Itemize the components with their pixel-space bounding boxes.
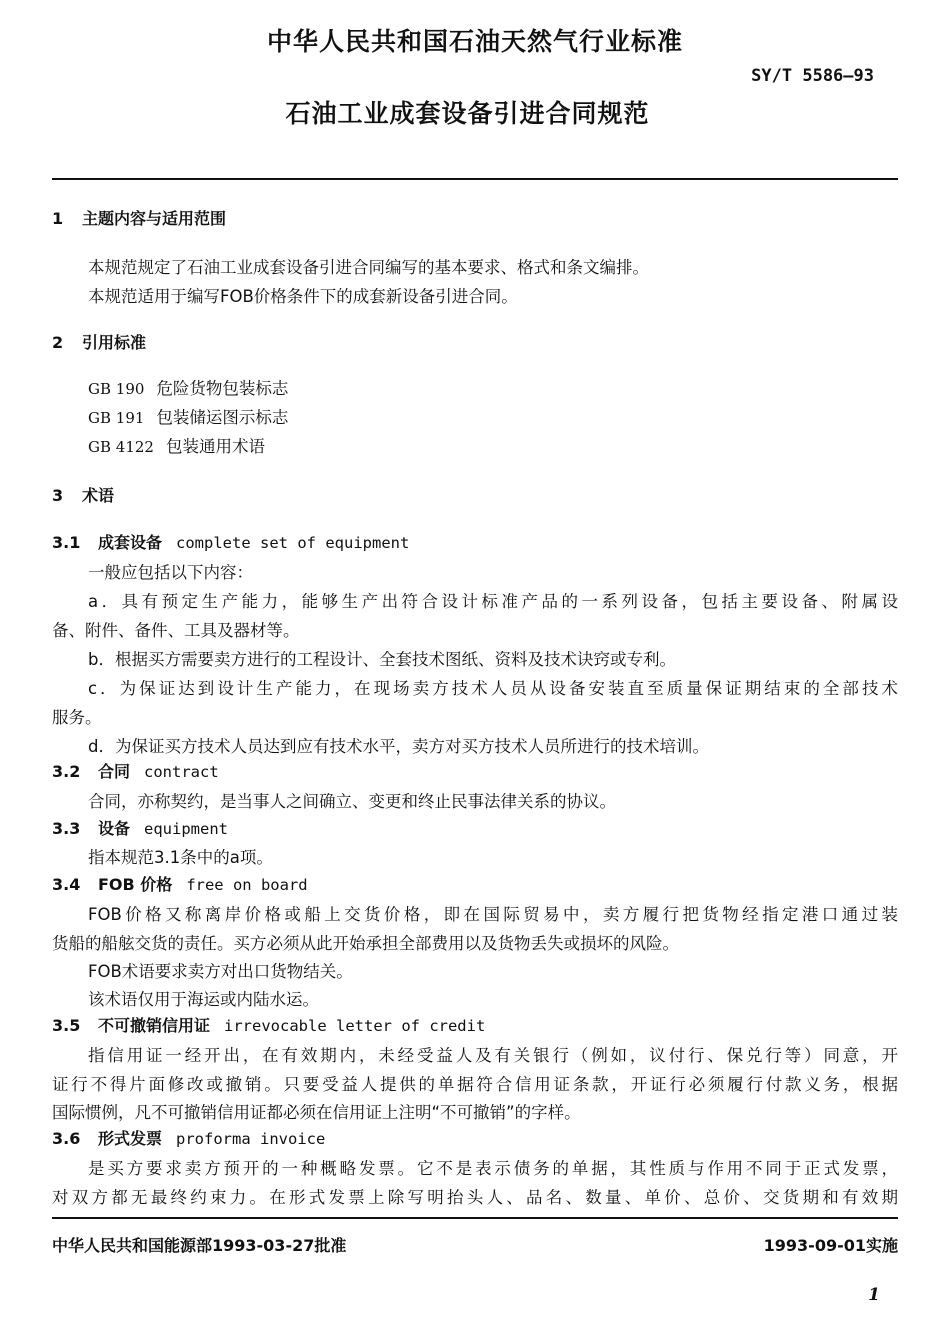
section-2-heading xyxy=(52,330,146,353)
reference-name: 危险货物包装标志 xyxy=(156,379,289,398)
term-chinese: FOB 价格 xyxy=(98,875,173,894)
term-english: irrevocable letter of credit xyxy=(224,1017,486,1035)
issuing-body-title: 中华人民共和国石油天然气行业标准 xyxy=(266,27,683,56)
reference-code: GB 191 xyxy=(88,409,145,427)
term-english: free on board xyxy=(186,876,308,894)
term-chinese: 不可撤销信用证 xyxy=(98,1016,211,1035)
reference-item xyxy=(88,375,288,399)
paragraph: 是买方要求卖方预开的一种概略发票。它不是表示债务的单据，其性质与作用不同于正式发票， xyxy=(88,1159,898,1178)
paragraph: 本规范规定了石油工业成套设备引进合同编写的基本要求、格式和条文编排。 xyxy=(88,258,649,277)
term-number: 3.5 xyxy=(52,1016,81,1035)
paragraph: 该术语仅用于海运或内陆水运。 xyxy=(88,990,319,1009)
paragraph: 指本规范3.1条中的a项。 xyxy=(88,848,273,867)
section-number: 1 xyxy=(52,209,64,228)
term-chinese: 设备 xyxy=(98,819,131,838)
paragraph: a．具有预定生产能力，能够生产出符合设计标准产品的一系列设备，包括主要设备、附属设 xyxy=(88,592,898,611)
section-number: 3 xyxy=(52,486,64,505)
term-english: contract xyxy=(144,763,219,781)
term-chinese: 合同 xyxy=(98,762,131,781)
paragraph: 合同，亦称契约，是当事人之间确立、变更和终止民事法律关系的协议。 xyxy=(88,792,616,811)
section-1-heading xyxy=(52,206,226,229)
term-3-3-heading xyxy=(52,816,228,839)
paragraph: 对双方都无最终约束力。在形式发票上除写明抬头人、品名、数量、单价、总价、交货期和有效期 xyxy=(52,1188,898,1207)
section-3-heading xyxy=(52,483,114,506)
paragraph: 指信用证一经开出，在有效期内，未经受益人及有关银行（例如，议付行、保兑行等）同意，开 xyxy=(88,1046,898,1065)
paragraph: 备、附件、备件、工具及器材等。 xyxy=(52,621,300,640)
effective-date: 1993-09-01实施 xyxy=(763,1236,898,1255)
reference-item xyxy=(88,433,265,457)
term-chinese: 成套设备 xyxy=(98,533,163,552)
paragraph: 证行不得片面修改或撤销。只要受益人提供的单据符合信用证条款，开证行必须履行付款义务，根据 xyxy=(52,1075,898,1094)
term-number: 3.4 xyxy=(52,875,81,894)
section-title: 术语 xyxy=(82,486,115,505)
paragraph: 一般应包括以下内容： xyxy=(88,563,253,582)
paragraph: 服务。 xyxy=(52,708,102,727)
term-number: 3.6 xyxy=(52,1129,81,1148)
footer-rule xyxy=(52,1217,898,1219)
paragraph: 国际惯例，凡不可撤销信用证都必须在信用证上注明“不可撤销”的字样。 xyxy=(52,1103,581,1122)
reference-item xyxy=(88,404,288,428)
reference-code: GB 190 xyxy=(88,380,145,398)
term-3-5-heading xyxy=(52,1013,485,1036)
paragraph: FOB术语要求卖方对出口货物结关。 xyxy=(88,962,353,981)
paragraph: d．为保证买方技术人员达到应有技术水平，卖方对买方技术人员所进行的技术培训。 xyxy=(88,737,709,756)
standard-code: SY/T 5586—93 xyxy=(751,66,874,86)
reference-name: 包装储运图示标志 xyxy=(156,408,289,427)
term-3-6-heading xyxy=(52,1126,325,1149)
term-english: proforma invoice xyxy=(176,1130,326,1148)
paragraph: c．为保证达到设计生产能力，在现场卖方技术人员从设备安装直至质量保证期结束的全部技术 xyxy=(88,679,898,698)
term-3-2-heading xyxy=(52,759,219,782)
section-title: 引用标准 xyxy=(82,333,147,352)
section-title: 主题内容与适用范围 xyxy=(82,209,227,228)
term-chinese: 形式发票 xyxy=(98,1129,163,1148)
term-english: equipment xyxy=(144,820,229,838)
reference-code: GB 4122 xyxy=(88,438,154,456)
term-number: 3.1 xyxy=(52,533,81,552)
paragraph: b．根据买方需要卖方进行的工程设计、全套技术图纸、资料及技术诀窍或专利。 xyxy=(88,650,676,669)
section-number: 2 xyxy=(52,333,64,352)
term-english: complete set of equipment xyxy=(176,534,410,552)
header-rule xyxy=(52,178,898,180)
term-3-4-heading xyxy=(52,872,308,895)
term-number: 3.2 xyxy=(52,762,81,781)
page-number: 1 xyxy=(868,1285,880,1305)
term-3-1-heading xyxy=(52,530,409,553)
reference-name: 包装通用术语 xyxy=(165,437,265,456)
paragraph: 本规范适用于编写FOB价格条件下的成套新设备引进合同。 xyxy=(88,287,518,306)
approval-note: 中华人民共和国能源部1993-03-27批准 xyxy=(52,1236,347,1255)
paragraph: FOB价格又称离岸价格或船上交货价格，即在国际贸易中，卖方履行把货物经指定港口通过装 xyxy=(88,905,898,924)
document-title: 石油工业成套设备引进合同规范 xyxy=(285,99,650,128)
term-number: 3.3 xyxy=(52,819,81,838)
paragraph: 货船的船舷交货的责任。买方必须从此开始承担全部费用以及货物丢失或损坏的风险。 xyxy=(52,934,679,953)
